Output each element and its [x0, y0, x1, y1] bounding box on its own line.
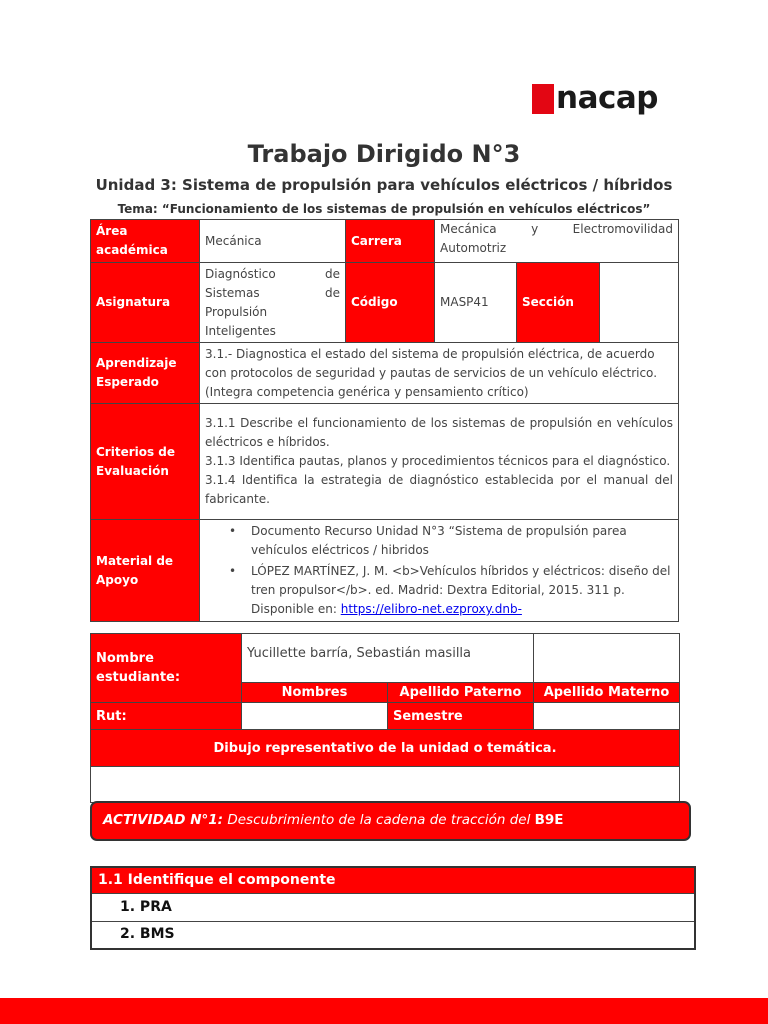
- material-link[interactable]: https://elibro-net.ezproxy.dnb-: [340, 602, 522, 616]
- activity-label: ACTIVIDAD N°1:: [103, 812, 224, 828]
- page-tema: Tema: “Funcionamiento de los sistemas de propulsión en vehículos eléctricos”: [117, 202, 651, 216]
- nombres-header: Nombres: [242, 683, 388, 703]
- criterio-item: 3.1.1 Describe el funcionamiento de los sistemas de propulsión en vehículos eléctricos e híbridos.: [205, 416, 674, 449]
- criterios-label: Criterios de Evaluación: [91, 404, 200, 520]
- codigo-label: Código: [346, 263, 435, 343]
- page-title: Trabajo Dirigido N°3: [247, 140, 521, 168]
- semestre-value[interactable]: [534, 703, 680, 730]
- seccion-label: Sección: [517, 263, 600, 343]
- nombre-label: Nombre estudiante:: [91, 634, 242, 703]
- nombre-extra[interactable]: [534, 634, 680, 683]
- asignatura-label: Asignatura: [91, 263, 200, 343]
- material-list: [200, 520, 679, 622]
- semestre-label: Semestre: [388, 703, 534, 730]
- aprendizaje-value: 3.1.- Diagnostica el estado del sistema de propulsión eléctrica, de acuerdo con protocolos de seguridad y pautas de servicios de un vehículo eléctrico. (Integra competencia genérica y pensamiento crítico): [200, 343, 679, 404]
- rut-value[interactable]: [242, 703, 388, 730]
- criterios-list: [200, 404, 679, 520]
- asignatura-value: Diagnóstico de Sistemas de Propulsión Inteligentes: [200, 263, 346, 343]
- footer-bar: [0, 998, 768, 1024]
- page-subtitle: Unidad 3: Sistema de propulsión para vehículos eléctricos / híbridos: [95, 176, 673, 194]
- seccion-value: [600, 263, 679, 343]
- activity-text: Descubrimiento de la cadena de tracción del: [227, 812, 531, 828]
- inacap-logo: [532, 78, 658, 118]
- paterno-header: Apellido Paterno: [388, 683, 534, 703]
- dibujo-label: Dibujo representativo de la unidad o temática.: [91, 730, 680, 767]
- materno-header: Apellido Materno: [534, 683, 680, 703]
- carrera-label: Carrera: [346, 220, 435, 263]
- student-table: [90, 633, 680, 803]
- component-header: 1.1 Identifique el componente: [91, 867, 695, 893]
- component-table: [90, 866, 696, 950]
- component-item: 2. BMS: [91, 921, 695, 949]
- aprendizaje-label: Aprendizaje Esperado: [91, 343, 200, 404]
- codigo-value: MASP41: [435, 263, 517, 343]
- rut-label: Rut:: [91, 703, 242, 730]
- material-ref: LÓPEZ MARTÍNEZ, J. M. <b>Vehículos híbridos y eléctricos: diseño del tren propulsor</b>. ed. Madrid: Dextra Editorial, 2015. 311 p. Disponible en:: [251, 564, 671, 616]
- logo-text: nacap: [556, 80, 658, 116]
- material-item: • Documento Recurso Unidad N°3 “Sistema de propulsión parea vehículos eléctricos / hibridos: [251, 522, 673, 560]
- dibujo-area[interactable]: [91, 767, 680, 803]
- activity-banner: [90, 801, 691, 841]
- component-item: 1. PRA: [91, 893, 695, 921]
- info-table: [90, 219, 679, 622]
- material-item: [251, 562, 673, 619]
- area-label: Área académica: [91, 220, 200, 263]
- criterio-item: 3.1.4 Identifica la estrategia de diagnóstico establecida por el manual del fabricante.: [205, 473, 674, 506]
- material-label: Material de Apoyo: [91, 520, 200, 622]
- carrera-value: Mecánica y Electromovilidad Automotriz: [435, 220, 679, 263]
- logo-mark: [532, 84, 554, 114]
- criterio-item: 3.1.3 Identifica pautas, planos y procedimientos técnicos para el diagnóstico.: [205, 454, 671, 468]
- nombre-value[interactable]: Yucillette barría, Sebastián masilla: [242, 634, 534, 683]
- area-value: Mecánica: [200, 220, 346, 263]
- activity-code: B9E: [534, 812, 564, 828]
